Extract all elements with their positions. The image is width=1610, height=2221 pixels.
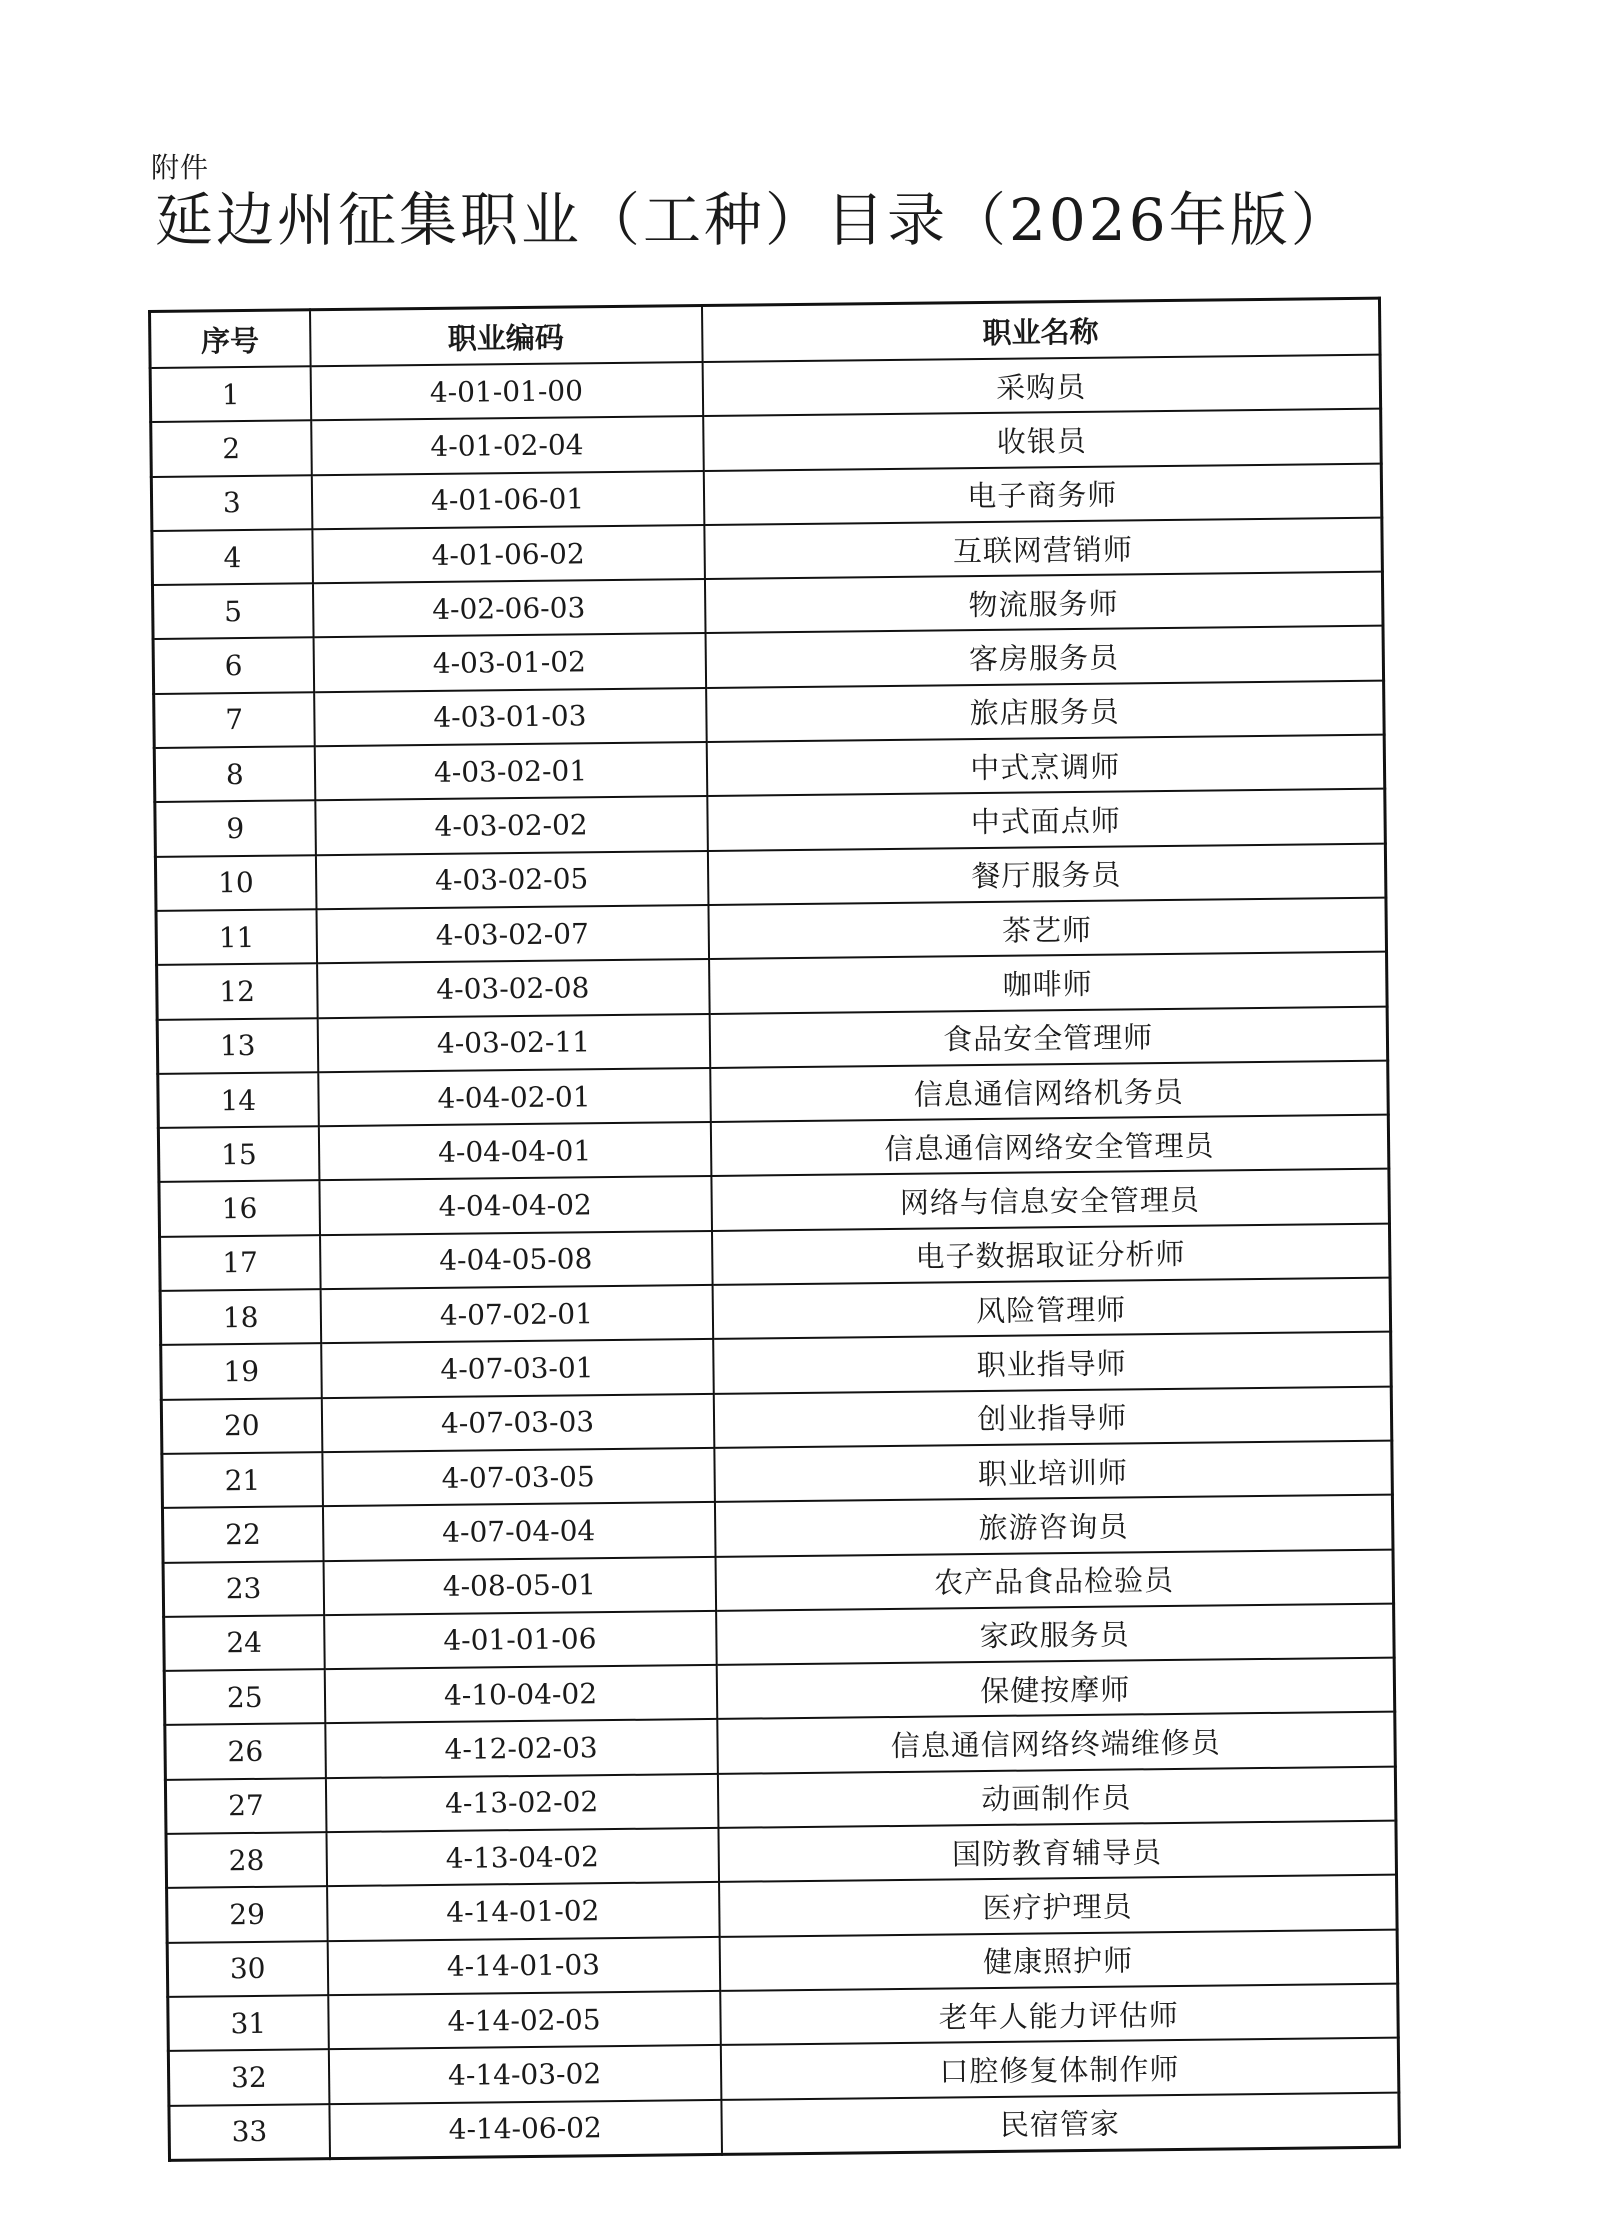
cell-occupation-code: 4-01-06-01 — [311, 471, 704, 530]
cell-occupation-name: 中式面点师 — [707, 789, 1386, 851]
cell-occupation-name: 中式烹调师 — [706, 735, 1385, 797]
cell-occupation-name: 旅游咨询员 — [714, 1495, 1393, 1557]
cell-occupation-code: 4-13-04-02 — [326, 1828, 719, 1887]
cell-occupation-name: 餐厅服务员 — [707, 843, 1386, 905]
cell-serial-number: 10 — [155, 855, 316, 911]
cell-occupation-name: 创业指导师 — [713, 1386, 1392, 1448]
attachment-label: 附件 — [151, 151, 210, 184]
cell-occupation-name: 互联网营销师 — [704, 518, 1383, 580]
cell-occupation-name: 旅店服务员 — [706, 680, 1385, 742]
cell-serial-number: 12 — [157, 963, 318, 1019]
header-serial-number: 序号 — [150, 310, 311, 368]
cell-serial-number: 25 — [164, 1669, 325, 1725]
cell-occupation-code: 4-04-04-02 — [319, 1176, 712, 1235]
cell-occupation-code: 4-07-03-01 — [321, 1339, 714, 1398]
cell-occupation-name: 健康照护师 — [719, 1929, 1398, 1991]
cell-serial-number: 29 — [167, 1886, 328, 1942]
cell-occupation-code: 4-04-05-08 — [320, 1231, 713, 1290]
cell-occupation-code: 4-07-04-04 — [322, 1502, 715, 1561]
cell-serial-number: 18 — [160, 1289, 321, 1345]
cell-serial-number: 23 — [163, 1561, 324, 1617]
cell-occupation-code: 4-07-03-05 — [322, 1448, 715, 1507]
cell-serial-number: 3 — [151, 475, 312, 531]
cell-occupation-code: 4-07-02-01 — [320, 1285, 713, 1344]
cell-serial-number: 13 — [157, 1018, 318, 1074]
cell-occupation-name: 家政服务员 — [716, 1603, 1395, 1665]
cell-occupation-name: 保健按摩师 — [716, 1658, 1395, 1720]
cell-occupation-code: 4-01-01-00 — [310, 362, 703, 421]
cell-occupation-code: 4-01-02-04 — [311, 416, 704, 475]
cell-serial-number: 24 — [164, 1615, 325, 1671]
cell-occupation-name: 物流服务师 — [704, 572, 1383, 634]
cell-occupation-code: 4-03-01-02 — [313, 633, 706, 692]
cell-occupation-code: 4-03-02-05 — [315, 851, 708, 910]
cell-occupation-name: 风险管理师 — [712, 1278, 1391, 1340]
cell-occupation-name: 茶艺师 — [708, 898, 1387, 960]
cell-occupation-code: 4-03-02-07 — [316, 905, 709, 964]
cell-occupation-name: 职业培训师 — [714, 1441, 1393, 1503]
header-occupation-code: 职业编码 — [310, 306, 703, 367]
cell-occupation-name: 电子商务师 — [703, 463, 1382, 525]
cell-serial-number: 16 — [159, 1181, 320, 1237]
cell-serial-number: 15 — [158, 1126, 319, 1182]
cell-occupation-code: 4-14-02-05 — [328, 1991, 721, 2050]
cell-occupation-code: 4-03-01-03 — [314, 688, 707, 747]
occupation-catalog-table — [148, 297, 1401, 2162]
occupation-table-wrapper — [148, 297, 1401, 2162]
cell-serial-number: 33 — [169, 2104, 330, 2161]
cell-occupation-name: 采购员 — [702, 355, 1381, 417]
cell-serial-number: 20 — [161, 1398, 322, 1454]
cell-occupation-code: 4-13-02-02 — [325, 1774, 718, 1833]
cell-occupation-code: 4-01-01-06 — [324, 1611, 717, 1670]
cell-serial-number: 14 — [158, 1072, 319, 1128]
cell-serial-number: 22 — [162, 1506, 323, 1562]
cell-occupation-code: 4-03-02-08 — [317, 959, 710, 1018]
cell-occupation-name: 农产品食品检验员 — [715, 1549, 1394, 1611]
cell-serial-number: 21 — [162, 1452, 323, 1508]
cell-serial-number: 5 — [152, 583, 313, 639]
cell-occupation-name: 食品安全管理师 — [709, 1006, 1388, 1068]
cell-occupation-code: 4-07-03-03 — [321, 1394, 714, 1453]
cell-occupation-code: 4-12-02-03 — [325, 1719, 718, 1778]
header-occupation-name: 职业名称 — [701, 298, 1380, 362]
cell-serial-number: 27 — [165, 1778, 326, 1834]
cell-serial-number: 6 — [153, 638, 314, 694]
cell-occupation-code: 4-02-06-03 — [312, 579, 705, 638]
cell-occupation-name: 收银员 — [703, 409, 1382, 471]
cell-serial-number: 2 — [151, 421, 312, 477]
cell-occupation-name: 医疗护理员 — [719, 1875, 1398, 1937]
cell-occupation-name: 国防教育辅导员 — [718, 1821, 1397, 1883]
cell-occupation-code: 4-03-02-11 — [317, 1014, 710, 1073]
cell-serial-number: 31 — [168, 1995, 329, 2051]
cell-serial-number: 9 — [155, 801, 316, 857]
cell-occupation-code: 4-04-02-01 — [318, 1068, 711, 1127]
cell-occupation-code: 4-14-03-02 — [328, 2045, 721, 2104]
cell-occupation-code: 4-10-04-02 — [324, 1665, 717, 1724]
cell-occupation-name: 老年人能力评估师 — [720, 1983, 1399, 2045]
cell-occupation-code: 4-04-04-01 — [318, 1122, 711, 1181]
cell-serial-number: 17 — [160, 1235, 321, 1291]
document-title: 延边州征集职业（工种）目录（2026年版） — [155, 186, 1352, 254]
cell-occupation-name: 口腔修复体制作师 — [720, 2038, 1399, 2100]
cell-occupation-code: 4-14-06-02 — [329, 2099, 722, 2158]
cell-occupation-name: 信息通信网络机务员 — [710, 1060, 1389, 1122]
cell-serial-number: 26 — [165, 1724, 326, 1780]
cell-serial-number: 28 — [166, 1832, 327, 1888]
cell-occupation-name: 民宿管家 — [721, 2092, 1400, 2154]
table-body — [150, 355, 1399, 2161]
cell-occupation-name: 网络与信息安全管理员 — [711, 1169, 1390, 1231]
cell-occupation-name: 客房服务员 — [705, 626, 1384, 688]
cell-serial-number: 1 — [150, 366, 311, 422]
cell-occupation-code: 4-01-06-02 — [312, 525, 705, 584]
cell-serial-number: 11 — [156, 909, 317, 965]
cell-occupation-name: 动画制作员 — [717, 1766, 1396, 1828]
cell-serial-number: 4 — [152, 529, 313, 585]
cell-serial-number: 32 — [168, 2049, 329, 2105]
cell-serial-number: 30 — [167, 1941, 328, 1997]
cell-occupation-name: 咖啡师 — [709, 952, 1388, 1014]
cell-occupation-name: 信息通信网络安全管理员 — [710, 1115, 1389, 1177]
cell-occupation-name: 信息通信网络终端维修员 — [717, 1712, 1396, 1774]
cell-occupation-code: 4-08-05-01 — [323, 1556, 716, 1615]
cell-occupation-code: 4-03-02-01 — [314, 742, 707, 801]
cell-occupation-name: 职业指导师 — [713, 1332, 1392, 1394]
cell-serial-number: 19 — [161, 1344, 322, 1400]
cell-serial-number: 8 — [154, 746, 315, 802]
cell-serial-number: 7 — [154, 692, 315, 748]
cell-occupation-code: 4-03-02-02 — [315, 796, 708, 855]
cell-occupation-name: 电子数据取证分析师 — [711, 1223, 1390, 1285]
cell-occupation-code: 4-14-01-03 — [327, 1937, 720, 1996]
cell-occupation-code: 4-14-01-02 — [327, 1882, 720, 1941]
